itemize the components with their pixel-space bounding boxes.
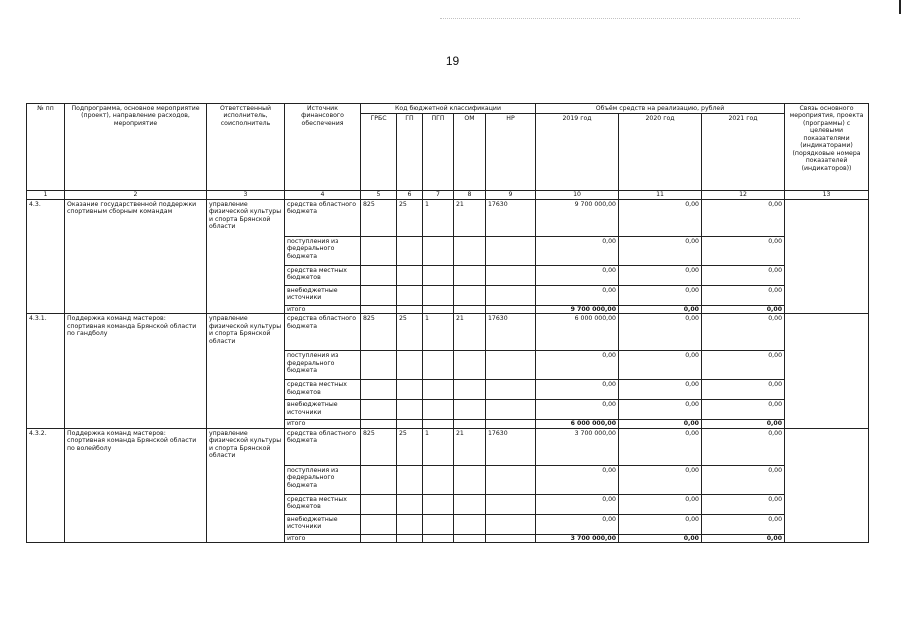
- indicator-link: [785, 314, 869, 428]
- activity-executor: управление физической культуры и спорта Брянской области: [207, 199, 285, 313]
- code-cell: [397, 265, 423, 285]
- code-cell: [423, 494, 454, 514]
- amount-2020: 0,00: [619, 351, 702, 380]
- header-2019: 2019 год: [536, 114, 619, 191]
- code-om: 21: [454, 199, 486, 236]
- column-number: 2: [65, 191, 207, 199]
- header-pgp: ПГП: [423, 114, 454, 191]
- code-cell: [397, 351, 423, 380]
- amount-2021: 0,00: [702, 514, 785, 534]
- indicator-link: [785, 199, 869, 313]
- code-cell: [423, 305, 454, 313]
- funding-source-total: итого: [285, 420, 361, 428]
- header-budget-code: Код бюджетной классификации: [361, 104, 536, 114]
- funding-source: поступления из федерального бюджета: [285, 351, 361, 380]
- activity-block: [27, 199, 869, 313]
- code-cell: [361, 351, 397, 380]
- activity-name: Оказание государственной поддержки спортивным сборным командам: [65, 199, 207, 313]
- amount-2020: 0,00: [619, 199, 702, 236]
- total-2020: 0,00: [619, 420, 702, 428]
- total-2019: 6 000 000,00: [536, 420, 619, 428]
- amount-2020: 0,00: [619, 285, 702, 305]
- funding-source: средства областного бюджета: [285, 428, 361, 465]
- amount-2019: 0,00: [536, 400, 619, 420]
- table-header: [27, 104, 869, 200]
- code-cell: [397, 514, 423, 534]
- amount-2019: 0,00: [536, 380, 619, 400]
- amount-2021: 0,00: [702, 199, 785, 236]
- funding-source: средства областного бюджета: [285, 199, 361, 236]
- code-grbs: 825: [361, 199, 397, 236]
- column-number: 6: [397, 191, 423, 199]
- code-nr: 17630: [486, 314, 536, 351]
- total-2019: 3 700 000,00: [536, 534, 619, 542]
- code-cell: [423, 514, 454, 534]
- code-cell: [454, 236, 486, 265]
- funding-source: средства местных бюджетов: [285, 380, 361, 400]
- amount-2019: 0,00: [536, 465, 619, 494]
- code-cell: [423, 465, 454, 494]
- code-cell: [454, 265, 486, 285]
- table-row: [27, 428, 869, 465]
- activity-number: 4.3.2.: [27, 428, 65, 542]
- funding-source: средства местных бюджетов: [285, 265, 361, 285]
- column-number: 7: [423, 191, 454, 199]
- funding-source: поступления из федерального бюджета: [285, 236, 361, 265]
- code-nr: 17630: [486, 428, 536, 465]
- code-cell: [423, 400, 454, 420]
- header-executor: Ответственный исполнитель, соисполнитель: [207, 104, 285, 191]
- code-cell: [361, 380, 397, 400]
- code-cell: [397, 305, 423, 313]
- column-number: 1: [27, 191, 65, 199]
- amount-2019: 0,00: [536, 514, 619, 534]
- activity-name: Поддержка команд мастеров: спортивная команда Брянской области по волейболу: [65, 428, 207, 542]
- code-cell: [454, 534, 486, 542]
- code-cell: [423, 351, 454, 380]
- code-pgp: 1: [423, 428, 454, 465]
- column-number: 9: [486, 191, 536, 199]
- activity-block: [27, 428, 869, 542]
- code-cell: [486, 285, 536, 305]
- code-cell: [361, 514, 397, 534]
- amount-2021: 0,00: [702, 400, 785, 420]
- funding-source: поступления из федерального бюджета: [285, 465, 361, 494]
- funding-source-total: итого: [285, 305, 361, 313]
- activity-number: 4.3.: [27, 199, 65, 313]
- amount-2020: 0,00: [619, 380, 702, 400]
- code-cell: [486, 380, 536, 400]
- code-cell: [486, 494, 536, 514]
- code-cell: [423, 285, 454, 305]
- table-row: [27, 199, 869, 236]
- amount-2020: 0,00: [619, 494, 702, 514]
- code-cell: [454, 494, 486, 514]
- activity-executor: управление физической культуры и спорта Брянской области: [207, 314, 285, 428]
- amount-2020: 0,00: [619, 236, 702, 265]
- funding-source: внебюджетные источники: [285, 514, 361, 534]
- column-number: 13: [785, 191, 869, 199]
- code-cell: [397, 285, 423, 305]
- code-om: 21: [454, 428, 486, 465]
- header-2020: 2020 год: [619, 114, 702, 191]
- code-cell: [486, 400, 536, 420]
- amount-2020: 0,00: [619, 400, 702, 420]
- amount-2019: 6 000 000,00: [536, 314, 619, 351]
- code-cell: [361, 285, 397, 305]
- funding-source: средства местных бюджетов: [285, 494, 361, 514]
- code-cell: [361, 400, 397, 420]
- header-2021: 2021 год: [702, 114, 785, 191]
- code-cell: [397, 465, 423, 494]
- code-om: 21: [454, 314, 486, 351]
- page-number: 19: [445, 54, 460, 68]
- total-2020: 0,00: [619, 534, 702, 542]
- scan-corner-mark: [899, 0, 901, 14]
- column-number: 3: [207, 191, 285, 199]
- code-cell: [397, 534, 423, 542]
- amount-2019: 0,00: [536, 494, 619, 514]
- code-cell: [423, 534, 454, 542]
- column-number-row: [27, 191, 869, 199]
- code-cell: [454, 400, 486, 420]
- code-pgp: 1: [423, 314, 454, 351]
- column-number: 10: [536, 191, 619, 199]
- amount-2021: 0,00: [702, 236, 785, 265]
- activity-executor: управление физической культуры и спорта Брянской области: [207, 428, 285, 542]
- column-number: 5: [361, 191, 397, 199]
- code-gp: 25: [397, 199, 423, 236]
- code-cell: [397, 400, 423, 420]
- amount-2021: 0,00: [702, 465, 785, 494]
- total-2021: 0,00: [702, 534, 785, 542]
- code-cell: [486, 236, 536, 265]
- header-grbs: ГРБС: [361, 114, 397, 191]
- activity-number: 4.3.1.: [27, 314, 65, 428]
- amount-2020: 0,00: [619, 514, 702, 534]
- header-om: ОМ: [454, 114, 486, 191]
- code-cell: [361, 420, 397, 428]
- header-link: Связь основного мероприятия, проекта (программы) с целевыми показателями (индикаторами) (порядковые номера показателей (индикаторов)): [785, 104, 869, 191]
- amount-2019: 9 700 000,00: [536, 199, 619, 236]
- code-cell: [454, 420, 486, 428]
- code-cell: [361, 236, 397, 265]
- code-cell: [486, 465, 536, 494]
- column-number: 11: [619, 191, 702, 199]
- column-number: 8: [454, 191, 486, 199]
- activity-name: Поддержка команд мастеров: спортивная команда Брянской области по гандболу: [65, 314, 207, 428]
- amount-2019: 0,00: [536, 285, 619, 305]
- code-cell: [454, 285, 486, 305]
- funding-source-total: итого: [285, 534, 361, 542]
- code-pgp: 1: [423, 199, 454, 236]
- code-cell: [423, 236, 454, 265]
- code-grbs: 825: [361, 428, 397, 465]
- code-cell: [397, 494, 423, 514]
- code-cell: [423, 265, 454, 285]
- code-cell: [486, 514, 536, 534]
- code-cell: [423, 380, 454, 400]
- code-cell: [486, 420, 536, 428]
- amount-2019: 0,00: [536, 236, 619, 265]
- code-cell: [423, 420, 454, 428]
- amount-2020: 0,00: [619, 265, 702, 285]
- amount-2021: 0,00: [702, 351, 785, 380]
- total-2020: 0,00: [619, 305, 702, 313]
- scan-noise: [440, 18, 800, 21]
- amount-2021: 0,00: [702, 265, 785, 285]
- amount-2021: 0,00: [702, 494, 785, 514]
- table-row: [27, 314, 869, 351]
- funding-source: внебюджетные источники: [285, 285, 361, 305]
- amount-2019: 0,00: [536, 265, 619, 285]
- header-program: Подпрограмма, основное мероприятие (проект), направление расходов, мероприятие: [65, 104, 207, 191]
- code-cell: [361, 305, 397, 313]
- total-2021: 0,00: [702, 420, 785, 428]
- code-cell: [397, 420, 423, 428]
- amount-2019: 3 700 000,00: [536, 428, 619, 465]
- column-number: 4: [285, 191, 361, 199]
- code-cell: [454, 305, 486, 313]
- funding-source: средства областного бюджета: [285, 314, 361, 351]
- amount-2020: 0,00: [619, 428, 702, 465]
- amount-2021: 0,00: [702, 285, 785, 305]
- indicator-link: [785, 428, 869, 542]
- code-cell: [486, 305, 536, 313]
- column-number: 12: [702, 191, 785, 199]
- code-cell: [454, 351, 486, 380]
- amount-2021: 0,00: [702, 380, 785, 400]
- header-source: Источник финансового обеспечения: [285, 104, 361, 191]
- code-nr: 17630: [486, 199, 536, 236]
- code-cell: [454, 380, 486, 400]
- code-cell: [454, 514, 486, 534]
- header-gp: ГП: [397, 114, 423, 191]
- funding-source: внебюджетные источники: [285, 400, 361, 420]
- code-cell: [397, 380, 423, 400]
- budget-table: [26, 103, 869, 543]
- code-gp: 25: [397, 314, 423, 351]
- code-cell: [486, 351, 536, 380]
- code-cell: [486, 265, 536, 285]
- code-cell: [361, 534, 397, 542]
- code-cell: [454, 465, 486, 494]
- amount-2019: 0,00: [536, 351, 619, 380]
- code-gp: 25: [397, 428, 423, 465]
- amount-2020: 0,00: [619, 465, 702, 494]
- code-cell: [361, 494, 397, 514]
- total-2019: 9 700 000,00: [536, 305, 619, 313]
- code-cell: [486, 534, 536, 542]
- code-grbs: 825: [361, 314, 397, 351]
- total-2021: 0,00: [702, 305, 785, 313]
- code-cell: [361, 265, 397, 285]
- header-no: № пп: [27, 104, 65, 191]
- amount-2021: 0,00: [702, 314, 785, 351]
- code-cell: [361, 465, 397, 494]
- amount-2020: 0,00: [619, 314, 702, 351]
- header-nr: НР: [486, 114, 536, 191]
- code-cell: [397, 236, 423, 265]
- header-volume: Объём средств на реализацию, рублей: [536, 104, 785, 114]
- activity-block: [27, 314, 869, 428]
- amount-2021: 0,00: [702, 428, 785, 465]
